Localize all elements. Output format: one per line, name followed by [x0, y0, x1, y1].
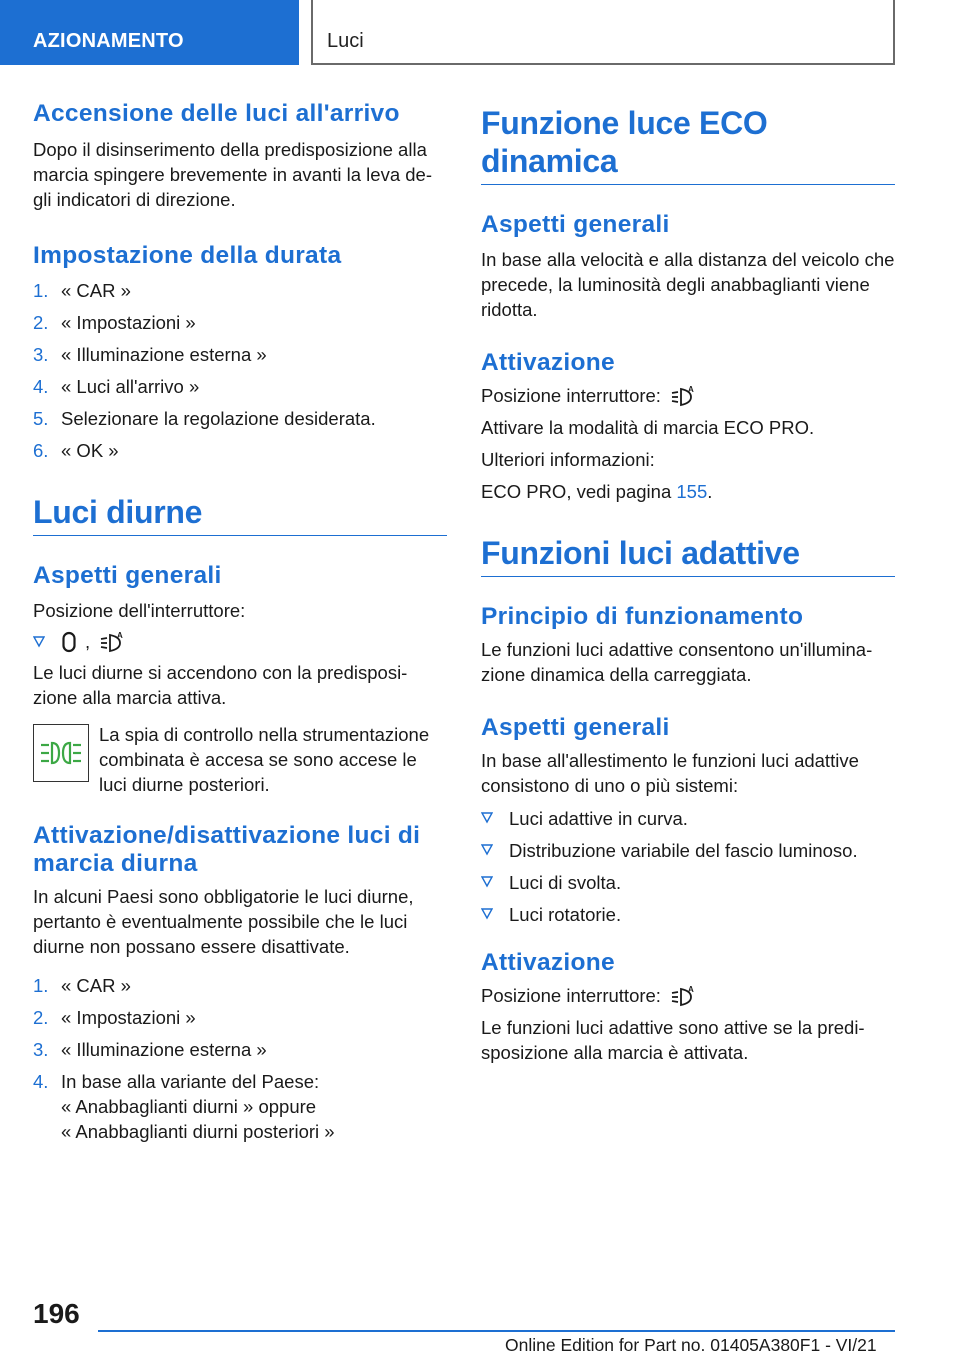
adaptive-activation-heading: Attivazione — [481, 949, 615, 976]
footer-edition: Online Edition for Part no. 01405A380F1 - VI/21 — [505, 1335, 877, 1355]
switch-separator: , — [85, 631, 91, 652]
header-subsection-title: Luci — [327, 30, 364, 52]
list-item-text: Luci rotatorie. — [509, 904, 622, 925]
daytime-toggle-text: In alcuni Paesi sono obbligatorie le luci diurne, pertanto è eventualmente possibile che le luci diurne non possano essere disattivate. — [33, 886, 414, 957]
step-text: « CAR » — [61, 975, 131, 996]
list-item — [33, 310, 447, 335]
auto-headlight-icon — [671, 984, 695, 1008]
daytime-toggle-heading: Attivazione/disattivazione luci di marcia diurna — [33, 822, 421, 877]
step-text: « Illuminazione esterna » — [61, 1039, 267, 1060]
adaptive-switch-row — [481, 983, 895, 1008]
adaptive-switch-label: Posizione interruttore: — [481, 985, 661, 1006]
eco-switch-row — [481, 383, 895, 408]
step-number: 4. — [33, 376, 49, 397]
step-text: Selezionare la regolazione desiderata. — [61, 408, 376, 429]
adaptive-systems-list — [481, 806, 895, 927]
indicator-note — [33, 722, 447, 797]
page-link[interactable]: 155 — [676, 481, 708, 502]
list-item — [33, 1005, 447, 1030]
triangle-bullet-icon — [481, 908, 493, 920]
eco-light-chapter: Funzione luce ECO dinamica — [481, 104, 895, 185]
svg-text:A: A — [687, 984, 694, 994]
eco-activation-heading: Attivazione — [481, 349, 615, 376]
daytime-switch-label: Posizione dell'interruttore: — [33, 600, 246, 621]
list-item-text: Luci di svolta. — [509, 872, 622, 893]
list-item — [33, 1037, 447, 1062]
step-text: In base alla variante del Paese: — [61, 1071, 320, 1092]
indicator-note-text: La spia di controllo nella strumentazione combinata è accesa se sono accese le luci diurne posteriori. — [99, 724, 430, 795]
footer-divider — [98, 1330, 895, 1332]
list-item — [33, 342, 447, 367]
auto-headlight-icon — [100, 630, 124, 654]
eco-general-heading: Aspetti generali — [481, 211, 670, 238]
list-item — [33, 406, 447, 431]
right-column — [481, 100, 895, 1065]
eco-switch-label: Posizione interruttore: — [481, 385, 661, 406]
arrival-lights-text: Dopo il disinserimento della predisposizione alla marcia spingere brevemente in avanti la leva de-gli indicatori di direzione. — [33, 139, 432, 210]
step-text: « Impostazioni » — [61, 312, 196, 333]
svg-text:A: A — [687, 384, 694, 394]
adaptive-principle-text: Le funzioni luci adattive consentono un'illumina-zione dinamica della carreggiata. — [481, 639, 873, 685]
duration-heading: Impostazione della durata — [33, 242, 342, 269]
list-item-text: Luci adattive in curva. — [509, 808, 688, 829]
daytime-general-heading: Aspetti generali — [33, 562, 222, 589]
triangle-bullet-icon — [481, 844, 493, 856]
step-number: 5. — [33, 408, 49, 429]
eco-reference — [481, 479, 895, 504]
step-text: « Anabbaglianti diurni posteriori » — [61, 1121, 335, 1142]
list-item — [33, 438, 447, 463]
header-subsection-box — [311, 0, 895, 65]
step-number: 3. — [33, 1039, 49, 1060]
list-item — [33, 973, 447, 998]
left-column — [33, 100, 447, 1151]
duration-steps — [33, 278, 447, 463]
list-item — [481, 902, 895, 927]
step-number: 4. — [33, 1071, 49, 1092]
daytime-toggle-steps — [33, 973, 447, 1144]
list-item-text: Distribuzione variabile del fascio luminoso. — [509, 840, 858, 861]
step-number: 2. — [33, 1007, 49, 1028]
daytime-lights-indicator-icon — [33, 724, 89, 782]
header-section-title: AZIONAMENTO — [33, 30, 184, 52]
daytime-switch-positions — [33, 629, 447, 654]
header-section-tab — [0, 0, 299, 65]
eco-activate-text: Attivare la modalità di marcia ECO PRO. — [481, 417, 815, 438]
svg-text:A: A — [117, 630, 123, 640]
list-item — [481, 806, 895, 831]
step-text: « Impostazioni » — [61, 1007, 196, 1028]
step-text: « Anabbaglianti diurni » oppure — [61, 1096, 317, 1117]
auto-headlight-icon — [671, 384, 695, 408]
step-number: 2. — [33, 312, 49, 333]
eco-general-text: In base alla velocità e alla distanza del veicolo che precede, la luminosità degli anabbaglianti viene ridotta. — [481, 249, 895, 320]
adaptive-general-text: In base all'allestimento le funzioni luci adattive consistono di uno o più sistemi: — [481, 750, 859, 796]
step-text: « Illuminazione esterna » — [61, 344, 267, 365]
list-item — [33, 374, 447, 399]
adaptive-lights-chapter: Funzioni luci adattive — [481, 534, 895, 577]
step-text: « CAR » — [61, 280, 131, 301]
triangle-bullet-icon — [481, 812, 493, 824]
switch-off-icon — [61, 631, 77, 653]
arrival-lights-heading: Accensione delle luci all'arrivo — [33, 100, 400, 127]
list-item — [33, 278, 447, 303]
step-number: 1. — [33, 975, 49, 996]
step-number: 3. — [33, 344, 49, 365]
reference-suffix: . — [707, 481, 713, 502]
page-number: 196 — [33, 1298, 80, 1329]
step-text: « Luci all'arrivo » — [61, 376, 200, 397]
daytime-lights-chapter: Luci diurne — [33, 493, 447, 536]
adaptive-general-heading: Aspetti generali — [481, 714, 670, 741]
step-number: 1. — [33, 280, 49, 301]
adaptive-principle-heading: Principio di funzionamento — [481, 603, 804, 630]
list-item — [33, 1069, 447, 1144]
reference-text: ECO PRO, vedi pagina — [481, 481, 672, 502]
list-item — [481, 870, 895, 895]
list-item — [481, 838, 895, 863]
daytime-lights-text: Le luci diurne si accendono con la predisposi-zione alla marcia attiva. — [33, 662, 408, 708]
triangle-bullet-icon — [481, 876, 493, 888]
eco-more-info: Ulteriori informazioni: — [481, 449, 655, 470]
adaptive-activation-text: Le funzioni luci adattive sono attive se la predi-sposizione alla marcia è attivata. — [481, 1017, 865, 1063]
step-number: 6. — [33, 440, 49, 461]
step-text: « OK » — [61, 440, 119, 461]
triangle-bullet-icon — [33, 636, 45, 648]
